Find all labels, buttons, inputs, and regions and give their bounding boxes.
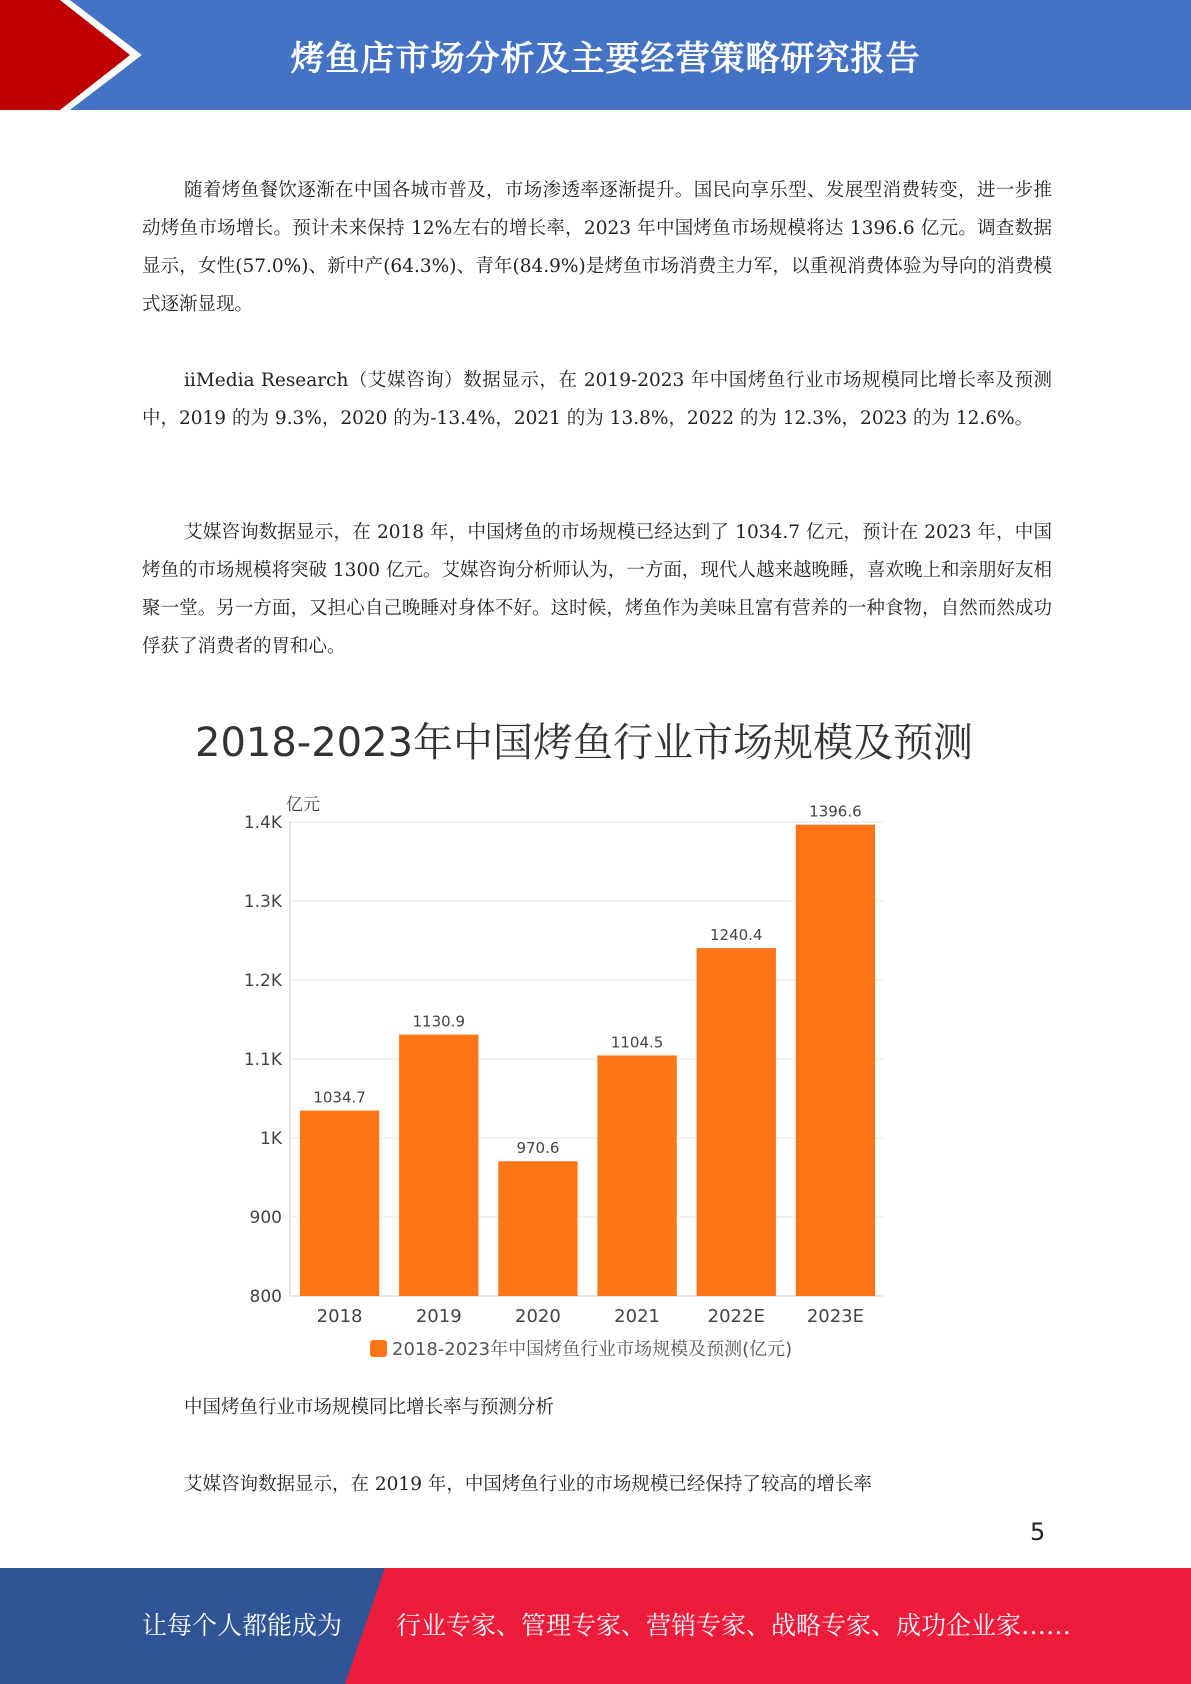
- x-tick-label: 2022E: [707, 1306, 765, 1327]
- bar-2022E: [697, 948, 776, 1296]
- x-tick-label: 2023E: [806, 1306, 865, 1327]
- bar-value-label: 970.6: [516, 1139, 560, 1158]
- page-number: 5: [1030, 1518, 1046, 1546]
- paragraph-market-overview: 随着烤鱼餐饮逐渐在中国各城市普及，市场渗透率逐渐提升。国民向享乐型、发展型消费转变，进一步推动烤鱼市场增长。预计未来保持 12%左右的增长率，2023 年中国烤鱼市场规模将达 1396.6 亿元。调查数据显示，女性(57.0%)、新中产(64.3%)、青年(84.9%)是烤鱼市场消费主力军，以重视消费体验为导向的消费模式逐渐显现。: [142, 180, 1052, 315]
- legend-swatch: [370, 1340, 387, 1357]
- bar-2023E: [796, 825, 875, 1296]
- bar-2020: [498, 1161, 577, 1296]
- x-tick-label: 2019: [415, 1306, 462, 1327]
- chart-y-unit-label: 亿元: [286, 795, 320, 815]
- bar-value-label: 1240.4: [710, 926, 763, 945]
- chart-title: 2018-2023年中国烤鱼行业市场规模及预测: [195, 720, 974, 766]
- y-tick-label: 1.3K: [243, 892, 282, 912]
- legend-label: 2018-2023年中国烤鱼行业市场规模及预测(亿元): [392, 1339, 793, 1360]
- bar-2021: [597, 1055, 676, 1296]
- section-caption: 中国烤鱼行业市场规模同比增长率与预测分析: [184, 1397, 555, 1418]
- x-tick-label: 2018: [316, 1306, 363, 1327]
- footer-slogan-right: 行业专家、管理专家、营销专家、战略专家、成功企业家……: [396, 1611, 1072, 1640]
- paragraph-market-size: 艾媒咨询数据显示，在 2018 年，中国烤鱼的市场规模已经达到了 1034.7 亿元，预计在 2023 年，中国烤鱼的市场规模将突破 1300 亿元。艾媒咨询分析师认为，一方面，现代人越来越晚睡，喜欢晚上和亲朋好友相聚一堂。另一方面，又担心自己晚睡对身体不好。这时候，烤鱼作为美味且富有营养的一种食物，自然而然成功俘获了消费者的胃和心。: [142, 522, 1052, 657]
- report-title: 烤鱼店市场分析及主要经营策略研究报告: [290, 38, 921, 79]
- y-tick-label: 800: [249, 1287, 282, 1307]
- y-tick-label: 1.1K: [243, 1050, 282, 1070]
- market-size-bar-chart: [180, 712, 980, 1372]
- x-tick-label: 2021: [614, 1306, 660, 1327]
- chart-legend: [370, 1338, 792, 1360]
- footer-bar: [0, 1568, 1191, 1684]
- footer-slogan-left: 让每个人都能成为: [142, 1611, 343, 1640]
- y-tick-label: 1.2K: [243, 971, 282, 991]
- chart-bars: [300, 803, 875, 1296]
- paragraph-continuation: 艾媒咨询数据显示，在 2019 年，中国烤鱼行业的市场规模已经保持了较高的增长率: [184, 1474, 872, 1495]
- y-tick-label: 1K: [260, 1129, 282, 1149]
- bar-2018: [300, 1111, 379, 1296]
- bar-value-label: 1034.7: [313, 1088, 366, 1107]
- y-tick-label: 900: [249, 1208, 282, 1228]
- header-bar: [0, 0, 1191, 110]
- x-tick-label: 2020: [515, 1306, 561, 1327]
- bar-value-label: 1130.9: [412, 1012, 465, 1031]
- bar-value-label: 1104.5: [610, 1033, 664, 1052]
- bar-2019: [399, 1035, 478, 1296]
- paragraph-growth-rate: iiMedia Research（艾媒咨询）数据显示，在 2019-2023 年中国烤鱼行业市场规模同比增长率及预测中，2019 的为 9.3%，2020 的为-13.4%，2021 的为 13.8%，2022 的为 12.3%，2023 的为 12.6%。: [142, 370, 1052, 429]
- bar-value-label: 1396.6: [809, 802, 862, 821]
- y-tick-label: 1.4K: [243, 813, 282, 833]
